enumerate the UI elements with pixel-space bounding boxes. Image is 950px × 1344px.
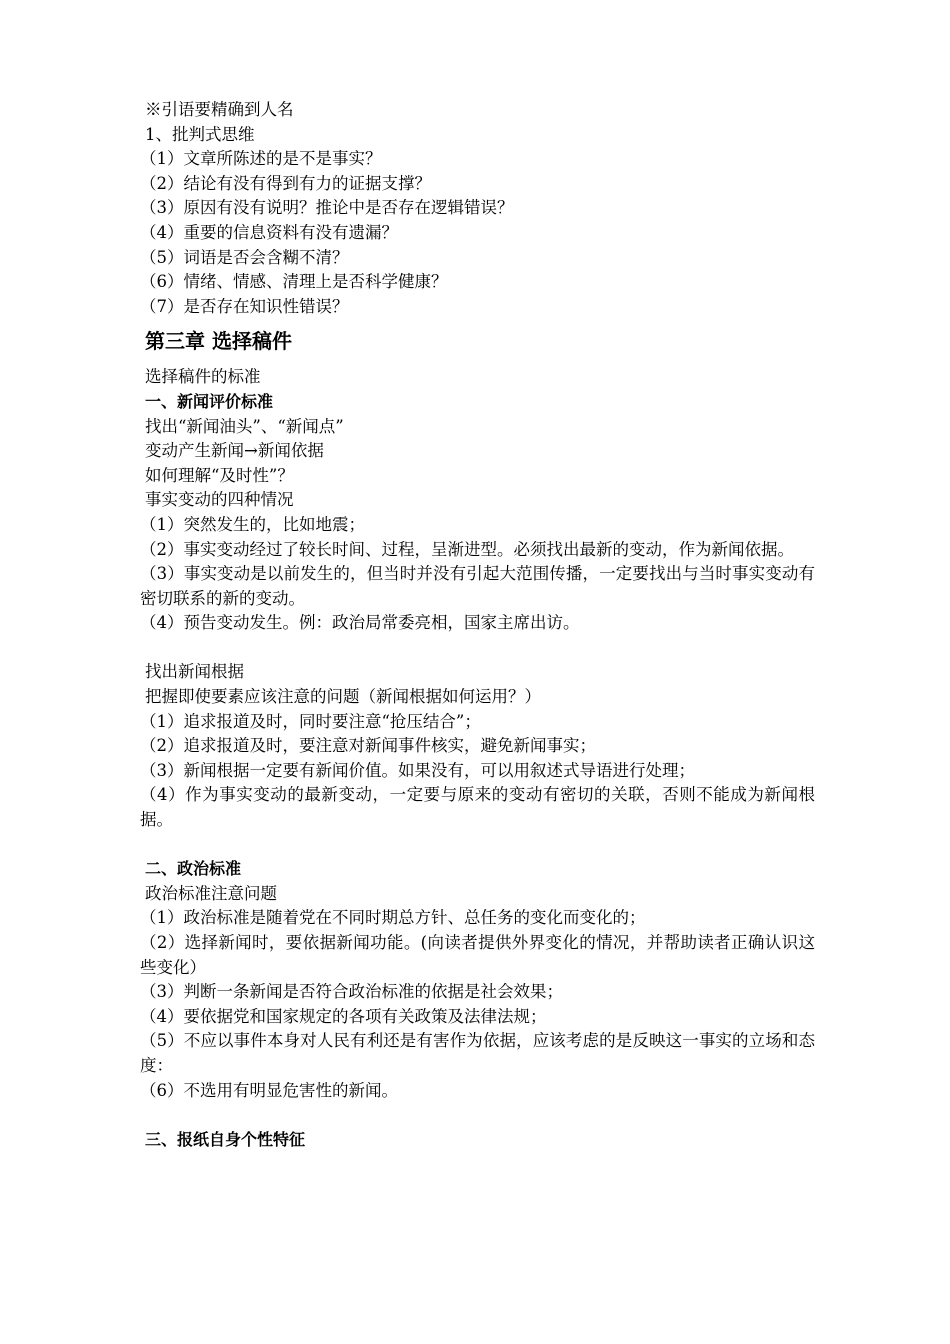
list-item: （1）追求报道及时，同时要注意“抢压结合”； bbox=[140, 711, 481, 731]
list-item: （5）词语是否会含糊不清？ bbox=[140, 247, 349, 267]
chapter-title: 第三章 选择稿件 bbox=[145, 329, 292, 354]
list-item: （6）不选用有明显危害性的新闻。 bbox=[140, 1080, 398, 1100]
critical-thinking-heading: 1、批判式思维 bbox=[145, 124, 255, 144]
section-intro: 政治标准注意问题 bbox=[145, 883, 277, 903]
blank-line bbox=[145, 636, 815, 661]
list-item: （4）预告变动发生。例：政治局常委亮相，国家主席出访。 bbox=[140, 613, 580, 633]
sub-heading: 找出新闻根据 bbox=[145, 662, 244, 682]
list-item: （3）事实变动是以前发生的，但当时并没有引起大范围传播，一定要找出与当时事实变动有密切联系的新的变动。 bbox=[140, 564, 815, 608]
list-item: （4）重要的信息资料有没有遗漏？ bbox=[140, 222, 398, 242]
list-item: （5）不应以事件本身对人民有利还是有害作为依据，应该考虑的是反映这一事实的立场和态度： bbox=[140, 1031, 815, 1075]
paragraph-line: 变动产生新闻→新闻依据 bbox=[145, 441, 324, 461]
paragraph-line: 找出“新闻油头”、“新闻点” bbox=[145, 416, 344, 436]
section-heading-newspaper-identity: 三、报纸自身个性特征 bbox=[145, 1129, 306, 1149]
list-item: （3）判断一条新闻是否符合政治标准的依据是社会效果； bbox=[140, 982, 563, 1002]
list-item: （3）新闻根据一定要有新闻价值。如果没有，可以用叙述式导语进行处理； bbox=[140, 760, 695, 780]
list-item: （1）政治标准是随着党在不同时期总方针、总任务的变化而变化的； bbox=[140, 908, 646, 928]
list-item: （1）文章所陈述的是不是事实？ bbox=[140, 149, 382, 169]
document-page bbox=[140, 98, 815, 1152]
section-intro: 选择稿件的标准 bbox=[145, 367, 261, 387]
list-item: （7）是否存在知识性错误？ bbox=[140, 296, 349, 316]
quote-note: ※引语要精确到人名 bbox=[145, 100, 294, 119]
list-item: （4）要依据党和国家规定的各项有关政策及法律法规； bbox=[140, 1006, 547, 1026]
sub-intro: 把握即使要素应该注意的问题（新闻根据如何运用？） bbox=[145, 687, 541, 707]
list-item: （2）结论有没有得到有力的证据支撑？ bbox=[140, 173, 431, 193]
blank-line bbox=[145, 1103, 815, 1128]
list-item: （3）原因有没有说明？推论中是否存在逻辑错误？ bbox=[140, 198, 514, 218]
blank-line bbox=[145, 833, 815, 858]
section-heading-political-criteria: 二、政治标准 bbox=[145, 859, 242, 879]
paragraph-line: 如何理解“及时性”？ bbox=[145, 465, 294, 485]
list-item: （4）作为事实变动的最新变动，一定要与原来的变动有密切的关联，否则不能成为新闻根据。 bbox=[140, 785, 815, 830]
list-item: （2）追求报道及时，要注意对新闻事件核实，避免新闻事实； bbox=[140, 736, 596, 756]
list-item: （2）选择新闻时，要依据新闻功能。(向读者提供外界变化的情况，并帮助读者正确认识这些变化） bbox=[140, 933, 815, 977]
paragraph-line: 事实变动的四种情况 bbox=[145, 490, 294, 510]
list-item: （1）突然发生的，比如地震； bbox=[140, 514, 365, 534]
list-item: （6）情绪、情感、清理上是否科学健康？ bbox=[140, 272, 448, 292]
list-item: （2）事实变动经过了较长时间、过程，呈渐进型。必须找出最新的变动，作为新闻依据。 bbox=[140, 539, 794, 559]
section-heading-news-criteria: 一、新闻评价标准 bbox=[145, 391, 274, 411]
